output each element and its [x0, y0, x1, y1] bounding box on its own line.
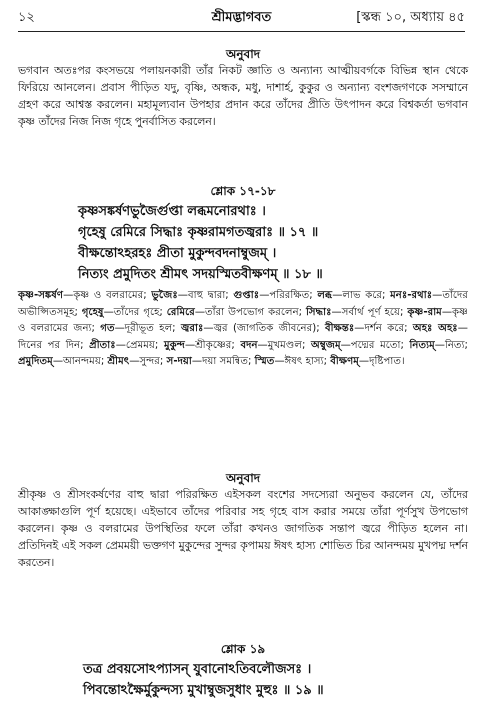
synonym-meaning: তাঁদের গৃহে;: [113, 306, 163, 318]
translation-text-1: ভগবান অতঃপর কংসভয়ে পলায়নকারী তাঁর নিকট জ্ঞাতি ও অন্যান্য আত্মীয়বর্গকে বিভিন্ন স্থান থেকে ফিরিয়ে আনলেন। প্রবাস পীড়িত যদু, বৃষ্ণি, অন্ধক, মধু, দাশার্হ, কুকুর ও অন্যান্য বংশজগণকে সসম্মানে গ্রহণ করে আশ্বস্ত করলেন। মহামূল্যবান উপহার প্রদান করে তাঁদের প্রীতি উৎপাদন করে বিশ্বকর্তা ভগবান কৃষ্ণ তাঁদের নিজ নিজ গৃহে পুনর্বাসিত করলেন।: [18, 64, 468, 128]
synonym-word: প্রমুদিতম্: [18, 356, 53, 368]
synonym-word: বীক্ষন্তঃ: [324, 323, 355, 335]
synonym-meaning: দয়া সমন্বিত;: [202, 356, 252, 368]
header-rule: [18, 31, 465, 32]
synonym-meaning: দৃষ্টিপাত।: [369, 356, 405, 368]
synonym-meaning: মুখমণ্ডল;: [267, 339, 306, 351]
synonyms-paragraph: কৃষ্ণ-সঙ্কর্ষণ—কৃষ্ণ ও বলরামের; ভুজৈঃ—বাহু দ্বারা; গুপ্তাঃ—পরিরক্ষিত; লব্ধ—লাভ করে; মনঃ-রথাঃ—তাঁদের অভীপ্সিতসমূহ; গৃহেষু—তাঁদের গৃহে; রেমিরে—তাঁরা উপভোগ করলেন; সিদ্ধাঃ—সর্বার্থ পূর্ণ হয়ে; কৃষ্ণ-রাম—কৃষ্ণ ও বলরামের জন্য; গত—দূরীভূত হল; জ্বরাঃ—জ্বর (জাগতিক জীবনের); বীক্ষন্তঃ—দর্শন করে; অহঃ অহঃ—দিনের পর দিন; প্রীতাঃ—প্রেমময়; মুকুন্দ—শ্রীকৃষ্ণের; বদন—মুখমণ্ডল; অম্বুজম্—পদ্মের মতো; নিত্যম্—নিত্য; প্রমুদিতম্—আনন্দময়; শ্রীমৎ—সুন্দর; স-দয়া—দয়া সমন্বিত; স্মিত—ঈষৎ হাস্য; বীক্ষণম্—দৃষ্টিপাত।: [18, 290, 468, 368]
verse-line: তত্র প্রবয়সোঽপ্যাসন্ যুবানোঽতিবলৌজসঃ ।: [83, 662, 312, 677]
synonym-meaning: প্রেমময়;: [125, 339, 159, 351]
synonym-meaning: লাভ করে;: [342, 290, 386, 301]
synonym-word: গত: [100, 323, 115, 335]
synonym-word: নিত্যম্: [409, 339, 435, 351]
synonym-word: শ্রীমৎ: [107, 356, 130, 368]
synonym-meaning: বাহু দ্বারা;: [187, 290, 229, 301]
synonym-word: স-দয়া: [166, 356, 192, 368]
synonym-word: গৃহেষু: [81, 306, 104, 318]
synonym-meaning: তাঁদের অভীপ্সিতসমূহ;: [18, 290, 468, 318]
synonym-meaning: পরিরক্ষিত;: [269, 290, 313, 301]
synonym-meaning: আনন্দময়;: [63, 356, 105, 368]
synonym-meaning: কৃষ্ণ ও বলরামের;: [73, 290, 147, 301]
synonym-meaning: নিত্য;: [444, 339, 468, 351]
synonym-word: গুপ্তাঃ: [233, 290, 260, 301]
page-number: ১২: [18, 10, 35, 25]
book-title: শ্রীমদ্ভাগবত: [211, 10, 272, 25]
synonym-word: অহঃ অহঃ: [412, 323, 458, 335]
chapter-reference: [স্কন্ধ ১০, অধ্যায় ৪৫: [356, 10, 465, 25]
synonym-word: বদন: [240, 339, 258, 351]
translation-text-2: শ্রীকৃষ্ণ ও শ্রীসংকর্ষণের বাহু দ্বারা পরিরক্ষিত এইসকল বংশের সদস্যেরা অনুভব করলেন যে, তাঁদের আকাঙ্ক্ষাগুলি পূর্ণ হয়েছে। এইভাবে তাঁদের পরিবার সহ গৃহে বাস করার সময়ে তাঁরা পূর্ণসুখ উপভোগ করলেন। কৃষ্ণ ও বলরামের উপস্থিতির ফলে তাঁরা কখনও জাগতিক সন্তাপ জ্বরে পীড়িত হলেন না। প্রতিদিনই এই সকল প্রেমময়ী ভক্তগণ মুকুন্দের সুন্দর কৃপাময় ঈষৎ হাস্য শোভিত চির আনন্দময় মুখপদ্ম দর্শন করতেন।: [18, 488, 468, 569]
synonym-word: কৃষ্ণ-সঙ্কর্ষণ: [18, 290, 64, 301]
sloka-heading-19: শ্লোক ১৯: [220, 642, 266, 656]
verse-line: নিত্যং প্রমুদিতং শ্রীমৎ সদয়স্মিতবীক্ষণম্ ॥ ১৮ ॥: [78, 267, 323, 282]
synonym-meaning: শ্রীকৃষ্ণের;: [195, 339, 235, 351]
synonym-word: ভুজৈঃ: [151, 290, 178, 301]
synonym-meaning: কৃষ্ণ ও বলরামের জন্য;: [18, 306, 468, 335]
synonym-word: সিদ্ধাঃ: [306, 306, 332, 318]
verse-line: বীক্ষন্তোঽহরহঃ প্রীতা মুকুন্দবদনাম্বুজম্ ।: [78, 246, 277, 261]
synonym-word: প্রীতাঃ: [89, 339, 116, 351]
synonym-word: রেমিরে: [166, 306, 195, 318]
sloka-section-17-18: [18, 183, 468, 285]
translation-heading-1: অনুবাদ: [225, 47, 261, 61]
synonym-meaning: দিনের পর দিন;: [18, 339, 84, 351]
verse-line: গৃহেষু রেমিরে সিদ্ধাঃ কৃষ্ণরামগতজ্বরাঃ ॥ ১৭ ॥: [78, 225, 319, 240]
synonym-meaning: দর্শন করে;: [364, 323, 408, 335]
synonym-meaning: পদ্মের মতো;: [350, 339, 404, 351]
translation-section-1: [18, 46, 468, 130]
synonym-word: অম্বুজম্: [311, 339, 341, 351]
synonym-word: মুকুন্দ: [163, 339, 185, 351]
word-for-word-section: [18, 288, 468, 371]
synonym-meaning: সুন্দর;: [139, 356, 164, 368]
verse-line: কৃষ্ণসঙ্কর্ষণভুজৈর্গুপ্তা লব্ধমনোরথাঃ ।: [78, 204, 266, 219]
synonym-word: জ্বরাঃ: [180, 323, 204, 335]
verse-line: পিবন্তোঽক্ষৈর্মুকুন্দস্য মুখাম্বুজসুধাং মুহুঃ ॥ ১৯ ॥: [83, 683, 324, 698]
synonym-meaning: ঈষৎ হাস্য;: [284, 356, 328, 368]
page-header: [18, 8, 465, 30]
synonym-word: বীক্ষণম্: [330, 356, 359, 368]
sloka-heading-17-18: শ্লোক ১৭-১৮: [210, 184, 276, 198]
synonym-word: লব্ধ: [317, 290, 333, 301]
synonym-meaning: তাঁরা উপভোগ করলেন;: [205, 306, 303, 318]
synonym-word: কৃষ্ণ-রাম: [407, 306, 442, 318]
sloka-section-19: [18, 641, 468, 701]
translation-heading-2: অনুবাদ: [225, 471, 261, 485]
translation-section-2: [18, 470, 468, 571]
synonym-word: মনঃ-রথাঃ: [390, 290, 433, 301]
synonym-word: স্মিত: [254, 356, 275, 368]
synonym-meaning: জ্বর (জাগতিক জীবনের);: [213, 323, 320, 335]
synonym-meaning: সর্বার্থ পূর্ণ হয়ে;: [341, 306, 404, 318]
synonym-meaning: দূরীভূত হল;: [124, 323, 176, 335]
